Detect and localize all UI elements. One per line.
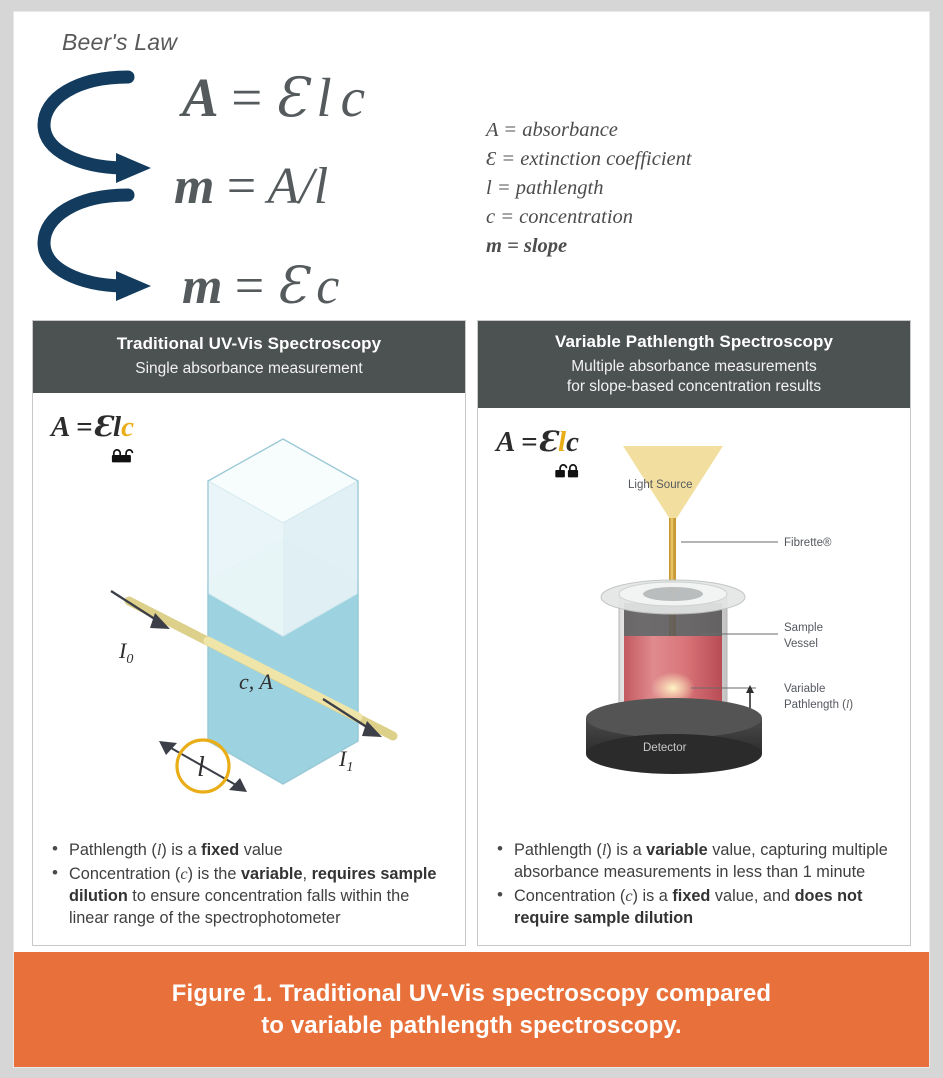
panel-variable-subtitle-line2: for slope-based concentration results [566, 377, 822, 395]
variable-formula-lhs: A = [496, 425, 538, 458]
traditional-bullet-list [47, 839, 453, 931]
legend-item-pathlength: l = pathlength [486, 177, 604, 200]
legend-item-absorbance: A = absorbance [486, 119, 618, 141]
cuvette-body [208, 439, 358, 784]
symbol-legend [486, 116, 692, 262]
equation-slope2-epsilon: Ɛ [275, 257, 308, 316]
cuvette-svg [33, 451, 467, 783]
variable-concentration-group [566, 426, 579, 459]
equation-slope2-concentration: c [316, 258, 340, 315]
label-pathlength-symbol: l [197, 751, 205, 783]
curved-arrows-svg [36, 67, 166, 307]
equation-absorbance: A = Ɛ l c [182, 66, 366, 129]
panel-variable-title: Variable Pathlength Spectroscopy [554, 332, 834, 351]
figure-caption-line1: Figure 1. Traditional UV-Vis spectroscopy compared [171, 979, 772, 1007]
variable-pathlength-symbol: l [558, 425, 567, 458]
equation-slope-epsilon-c: m = Ɛ c [182, 257, 340, 316]
instrument-svg [478, 466, 912, 776]
detector-base [586, 698, 762, 774]
label-light-source: Light Source [628, 478, 693, 491]
traditional-concentration-group [121, 411, 134, 444]
equation-absorbance-pathlength: l [316, 67, 332, 128]
instrument-illustration [478, 466, 910, 776]
beers-law-section [14, 12, 929, 316]
label-transmitted-intensity: $I_1$ [339, 745, 354, 775]
panel-variable-body [478, 408, 910, 945]
equation-absorbance-lhs: A [182, 67, 219, 128]
legend-item-concentration: c = concentration [486, 206, 634, 229]
label-detector: Detector [643, 741, 687, 754]
cuvette-illustration [33, 451, 465, 783]
traditional-formula-lhs: A = [51, 410, 93, 443]
panel-traditional-header [33, 321, 465, 393]
traditional-bullet-1: • Pathlength (l) is a fixed value [69, 839, 453, 861]
figure-page [14, 12, 929, 1067]
comparison-panels [32, 320, 912, 946]
incident-beam-arrow [111, 591, 170, 629]
label-incident-intensity: $I_0$ [119, 637, 134, 667]
traditional-bullet-2: • Concentration (c) is the variable, requires sample dilution to ensure concentration falls within the linear range of the spectrophotometer [69, 863, 453, 929]
variable-pathlength-group [558, 426, 566, 459]
equation-slope-lhs: m [174, 158, 215, 215]
legend-item-extinction-coefficient: Ɛ = extinction coefficient [486, 148, 692, 171]
equation-slope2-lhs: m [182, 258, 223, 315]
variable-formula-epsilon: Ɛ [537, 423, 559, 458]
equation-slope-from-absorbance: m = A/l [174, 158, 329, 215]
figure-caption-text [172, 978, 771, 1042]
label-sample-properties: c, A [239, 668, 273, 694]
panel-traditional-title: Traditional UV-Vis Spectroscopy [116, 334, 382, 353]
equation-absorbance-epsilon: Ɛ [273, 66, 308, 129]
panel-traditional-subtitle: Single absorbance measurement [135, 360, 363, 377]
variable-lock-formula [496, 424, 579, 459]
panel-variable-pathlength [477, 320, 911, 946]
figure-caption-line2: to variable pathlength spectroscopy. [261, 1011, 682, 1039]
panel-variable-subtitle-line1: Multiple absorbance measurements [571, 358, 817, 375]
variable-bullet-list [492, 839, 898, 931]
traditional-lock-formula [51, 409, 134, 444]
equation-slope-rhs: A/l [267, 158, 329, 215]
figure-caption-bar [14, 952, 929, 1067]
panel-traditional-uv-vis [32, 320, 466, 946]
variable-bullet-2: • Concentration (c) is a fixed value, and does not require sample dilution [514, 885, 898, 929]
label-variable-pathlength-line2: Pathlength (l) [784, 698, 854, 711]
variable-bullet-1: • Pathlength (l) is a variable value, capturing multiple absorbance measurements in less than 1 minute [514, 839, 898, 883]
traditional-concentration-symbol: c [121, 410, 134, 443]
derivation-arrows [36, 67, 166, 307]
label-fibrette: Fibrette® [784, 536, 832, 549]
variable-concentration-symbol: c [566, 425, 579, 458]
panel-variable-header [478, 321, 910, 408]
label-sample-vessel-line1: Sample [784, 621, 823, 634]
traditional-pathlength-symbol: l [113, 410, 122, 443]
legend-item-slope: m = slope [486, 235, 568, 258]
beers-law-title: Beer's Law [62, 29, 178, 55]
equation-absorbance-concentration: c [340, 67, 366, 128]
label-sample-vessel-line2: Vessel [784, 637, 818, 650]
panel-traditional-body [33, 393, 465, 945]
traditional-formula-epsilon: Ɛ [92, 408, 114, 443]
label-variable-pathlength-line1: Variable [784, 682, 826, 695]
